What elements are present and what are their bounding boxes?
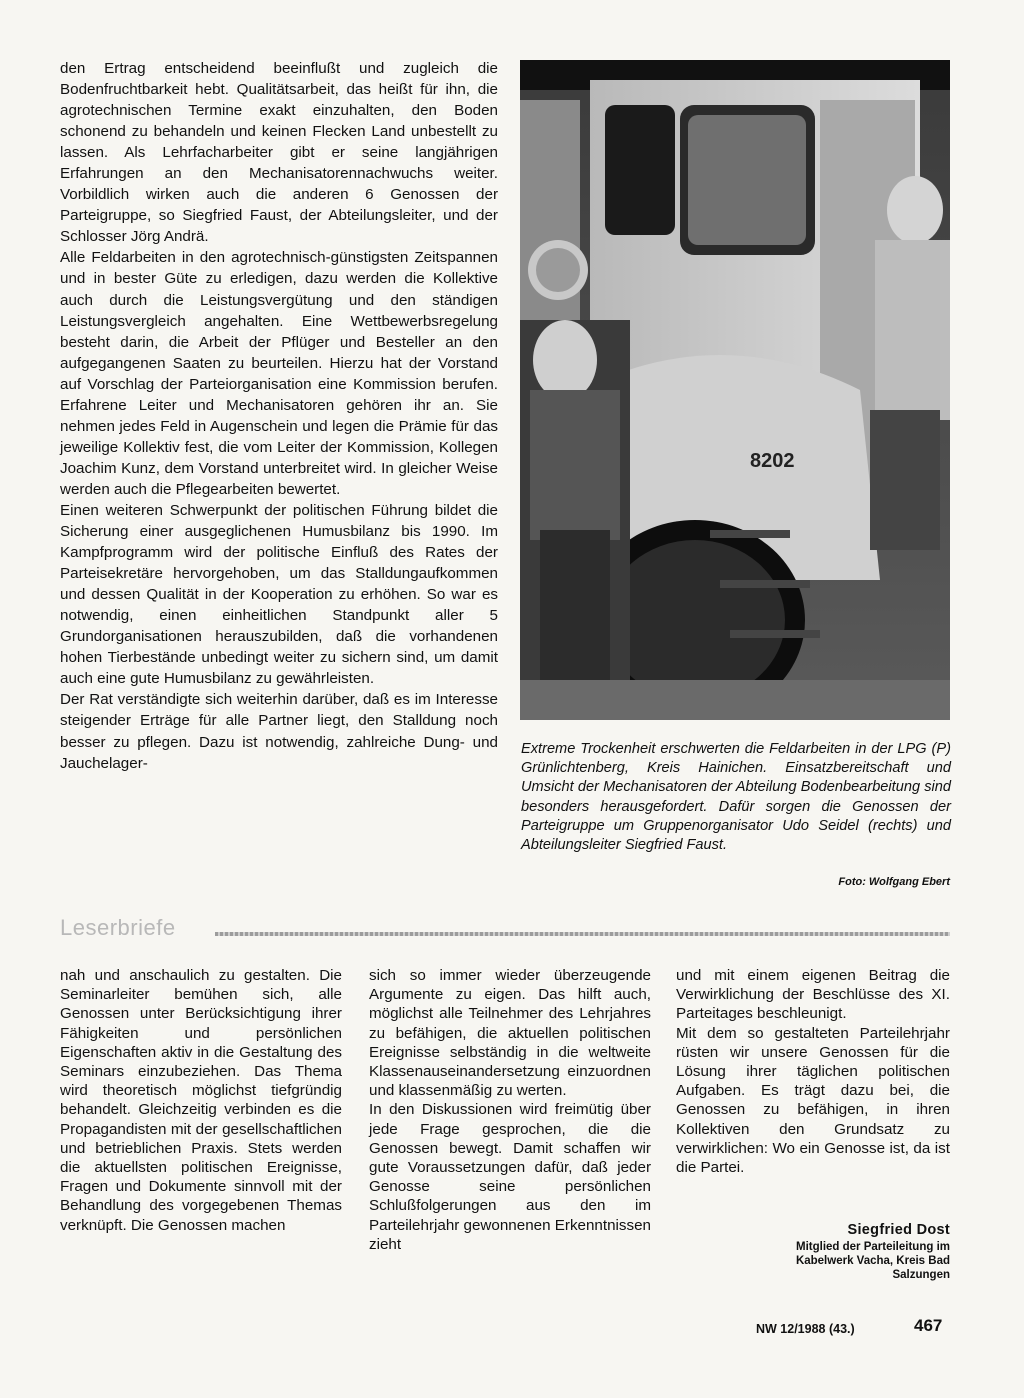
letter-paragraph: Mit dem so gestalteten Parteilehrjahr rüsten wir unsere Genossen für die Lösung ihrer täglichen politischen Aufgaben. Es trägt dazu bei, die Genossen zu befähigen, in ihren Kollektiven den Grundsatz zu verwirklichen: Wo ein Genosse ist, da ist die Partei.: [676, 1024, 950, 1177]
article-paragraph: den Ertrag entscheidend beeinflußt und zugleich die Bodenfruchtbarkeit hebt. Qualitätsarbeit, das heißt für ihn, die agrotechnischen Termine exakt einzuhalten, den Boden schonend zu behandeln und keinen Flecken Land unbestellt zu lassen. Als Lehrfacharbeiter gibt er seine langjährigen Erfahrungen an den Mechanisatorennachwuchs weiter. Vorbildlich wirken auch die anderen 6 Genossen der Parteigruppe, so Siegfried Faust, der Abteilungsleiter, und der Schlosser Jörg Andrä.: [60, 60, 498, 246]
photo-credit: Foto: Wolfgang Ebert: [838, 876, 950, 888]
letter-column-2: [369, 966, 651, 1254]
letter-column-3: [676, 966, 950, 1177]
letter-paragraph: und mit einem eigenen Beitrag die Verwirklichung der Beschlüsse des XI. Parteitages beschleunigt.: [676, 967, 950, 1023]
article-paragraph: Der Rat verständigte sich weiterhin darüber, daß es im Interesse steigender Erträge für alle Partner liegt, den Stalldung noch besser zu pflegen. Dazu ist notwendig, zahlreiche Dung- und Jauchelager-: [60, 691, 498, 772]
issue-number: NW 12/1988 (43.): [756, 1322, 855, 1336]
page-number: 467: [914, 1316, 943, 1335]
photo-caption: Extreme Trockenheit erschwerten die Feldarbeiten in der LPG (P) Grünlichtenberg, Kreis Hainichen. Einsatzbereitschaft und Umsicht der Mechanisatoren der Abteilung Bodenbearbeitung sind besonders herausgefordert. Dafür sorgen die Genossen der Parteigruppe um Gruppenorganisator Udo Seidel (rechts) und Abteilungsleiter Siegfried Faust.: [521, 741, 951, 854]
letter-paragraph: nah und anschaulich zu gestalten. Die Seminarleiter bemühen sich, alle Genossen unter Berücksichtigung ihrer Fähigkeiten und persönlichen Eigenschaften aktiv in die Gestaltung des Seminars einzubeziehen. Das Thema wird theoretisch möglichst tiefgründig behandelt. Gleichzeitig verbinden es die Propagandisten mit der gesellschaftlichen und betrieblichen Praxis. Stets werden die aktuellsten politischen Ereignisse, Fragen und Dokumente sinnvoll mit der Behandlung des vorgegebenen Themas verknüpft. Die Genossen machen: [60, 967, 342, 1234]
article-column: [60, 58, 498, 774]
vehicle-number: 8202: [750, 450, 795, 472]
author-name: Siegfried Dost: [847, 1222, 950, 1238]
letter-signature: [740, 1222, 950, 1282]
letter-column-1: [60, 966, 342, 1235]
author-role: Mitglied der Parteileitung im Kabelwerk Vacha, Kreis Bad Salzungen: [795, 1241, 950, 1281]
article-paragraph: Einen weiteren Schwerpunkt der politischen Führung bildet die Sicherung einer ausgeglichenen Humusbilanz bis 1990. Im Kampfprogramm wird der politische Einfluß des Rates der Parteisekretäre hervorgehoben, um das Stalldungaufkommen und dessen Qualität in der Kooperation zu erhöhen. So war es notwendig, einen einheitlichen Standpunkt aller 5 Grundorganisationen herauszubilden, daß die vorhandenen hohen Tierbestände unbedingt weiter zu sichern sind, um damit auch eine gute Humusbilanz zu gewährleisten.: [60, 501, 498, 688]
letter-paragraph: In den Diskussionen wird freimütig über jede Frage gesprochen, die die Genossen bewegt. Damit schaffen wir gute Voraussetzungen dafür, daß jeder Genosse seine persönlichen Schlußfolgerungen aus den im Parteilehrjahr gewonnenen Erkenntnissen zieht: [369, 1101, 651, 1253]
tractor-photo: [520, 60, 950, 720]
section-title: Leserbriefe: [60, 915, 176, 940]
section-divider: [215, 932, 950, 936]
photo-illustration: [520, 60, 950, 720]
letter-paragraph: sich so immer wieder überzeugende Argumente zu eigen. Das hilft auch, möglichst alle Teilnehmer des Lehrjahres zu befähigen, die aktuellen politischen Ereignisse selbständig in die weltweite Klassenauseinandersetzung einzuordnen und klassenmäßig zu werten.: [369, 967, 651, 1100]
section-header: [60, 915, 950, 945]
article-paragraph: Alle Feldarbeiten in den agrotechnisch-günstigsten Zeitspannen und in bester Güte zu erledigen, dazu werden die Kollektive auch durch die Leistungsvergütung und den ständigen Leistungsvergleich angehalten. Eine Wettbewerbsregelung besteht darin, die Arbeit der Pflüger und Besteller an den aufgegangenen Saaten zu beurteilen. Hierzu hat der Vorstand auf Vorschlag der Parteiorganisation eine Kommission berufen. Erfahrene Leiter und Mechanisatoren gehören ihr an. Sie nehmen jedes Feld in Augenschein und legen die Prämie für das jeweilige Kollektiv fest, die vom Leiter der Kommission, Kollegen Joachim Kunz, dem Vorstand unterbreitet wird. In gleicher Weise werden auch die Pflegearbeiten bewertet.: [60, 249, 498, 498]
